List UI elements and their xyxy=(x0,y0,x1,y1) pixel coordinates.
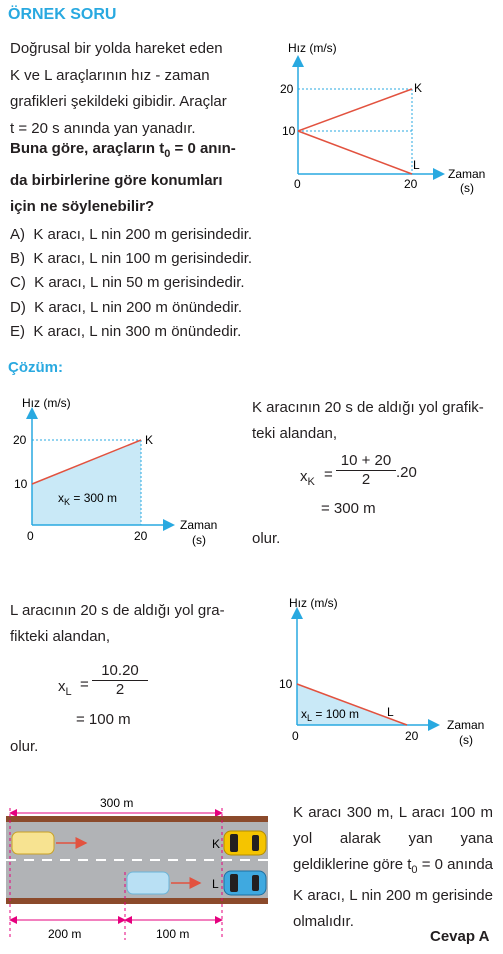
conclusion-text: K aracı 300 m, L aracı 100 m yol alarak yan yana geldiklerine göre $t_0 = 0$ anında K aracı, L nin 200 m gerisinde olmalıdır. xyxy=(293,804,494,930)
x-axis-label: Zaman xyxy=(448,167,486,181)
k-area xyxy=(32,440,141,525)
question-line: grafikleri şekildeki gibidir. Araçlar xyxy=(10,93,227,110)
question-bold-line: da birbirlerine göre konumları xyxy=(10,171,223,189)
k-label: K xyxy=(145,433,154,447)
option-a[interactable]: A) K aracı, L nin 200 m gerisindedir. xyxy=(10,226,253,243)
option-e[interactable]: E) K aracı, L nin 300 m önündedir. xyxy=(10,322,242,340)
l-line xyxy=(298,131,412,174)
option-b[interactable]: B) K aracı, L nin 100 m gerisindedir. xyxy=(10,250,253,268)
tick-label: 20 xyxy=(13,433,27,447)
question-graph xyxy=(270,38,503,208)
l-car-label: L xyxy=(212,877,219,891)
y-axis-label: Hız (m/s) xyxy=(22,396,71,410)
tick-label: 10 xyxy=(14,477,28,491)
question-bold-line: Buna göre, araçların $t_0 = 0$ anın- xyxy=(10,140,236,160)
tick-label: 20 xyxy=(134,529,148,543)
tick-label: 20 xyxy=(280,82,294,96)
x-axis-unit: (s) xyxy=(460,181,474,195)
y-axis-label: Hız (m/s) xyxy=(288,41,337,55)
l-car-final xyxy=(224,871,266,895)
k-label: K xyxy=(414,81,423,95)
answer-label: Cevap A xyxy=(430,928,490,945)
solution-label: Çözüm: xyxy=(8,359,63,376)
l-solution-text: L aracının 20 s de aldığı yol gra- fikteki alandan, xyxy=(10,602,225,645)
x-axis-label: Zaman xyxy=(447,718,485,732)
olur-text: olur. xyxy=(10,738,39,755)
x-axis-label: Zaman xyxy=(180,518,218,532)
k-car-initial xyxy=(12,832,54,854)
option-d[interactable]: D) K aracı, L nin 200 m önündedir. xyxy=(10,298,243,316)
road-illustration xyxy=(0,790,285,950)
question-line: K ve L araçlarının hız - zaman xyxy=(10,66,210,84)
k-car-label: K xyxy=(212,837,221,851)
distance-label: 300 m xyxy=(100,796,134,810)
k-line xyxy=(298,89,412,131)
k-area-graph xyxy=(0,392,240,552)
tick-label: 10 xyxy=(279,677,293,691)
l-label: L xyxy=(387,705,394,719)
k-result: = 300 m xyxy=(321,500,376,517)
y-axis-label: Hız (m/s) xyxy=(289,596,338,610)
olur-text: olur. xyxy=(252,530,281,547)
tick-label: 20 xyxy=(404,177,418,191)
question-text xyxy=(10,36,250,142)
x-axis-unit: (s) xyxy=(192,533,206,547)
tick-label: 10 xyxy=(282,124,296,138)
tick-label: 0 xyxy=(292,729,299,743)
x-axis-unit: (s) xyxy=(459,733,473,747)
k-formula: $x_K$ = 10 + 20 2 .20 xyxy=(300,452,417,488)
area-label: $x_K = 300$ m xyxy=(58,491,118,507)
l-label: L xyxy=(413,158,420,172)
question-prompt xyxy=(10,136,250,221)
distance-label: 100 m xyxy=(156,927,190,941)
l-area-graph xyxy=(265,592,503,752)
option-c[interactable]: C) K aracı, L nin 50 m gerisindedir. xyxy=(10,274,245,292)
tick-label: 0 xyxy=(294,177,301,191)
l-result: = 100 m xyxy=(76,711,131,728)
question-line: t = 20 s anında yan yanadır. xyxy=(10,119,196,137)
k-car-final xyxy=(224,831,266,855)
tick-label: 20 xyxy=(405,729,419,743)
k-solution-text: K aracının 20 s de aldığı yol grafik- teki alandan, xyxy=(252,399,484,442)
question-line: Doğrusal bir yolda hareket eden xyxy=(10,40,223,57)
road-edge xyxy=(6,816,268,822)
example-title: ÖRNEK SORU xyxy=(8,6,117,23)
l-car-initial xyxy=(127,872,169,894)
area-label: $x_L = 100$ m xyxy=(301,707,360,723)
question-bold-line: için ne söylenebilir? xyxy=(10,198,155,215)
tick-label: 0 xyxy=(27,529,34,543)
options-list xyxy=(10,223,252,344)
road-edge xyxy=(6,898,268,904)
distance-label: 200 m xyxy=(48,927,82,941)
l-formula: $x_L$ = 10.20 2 xyxy=(58,668,168,708)
